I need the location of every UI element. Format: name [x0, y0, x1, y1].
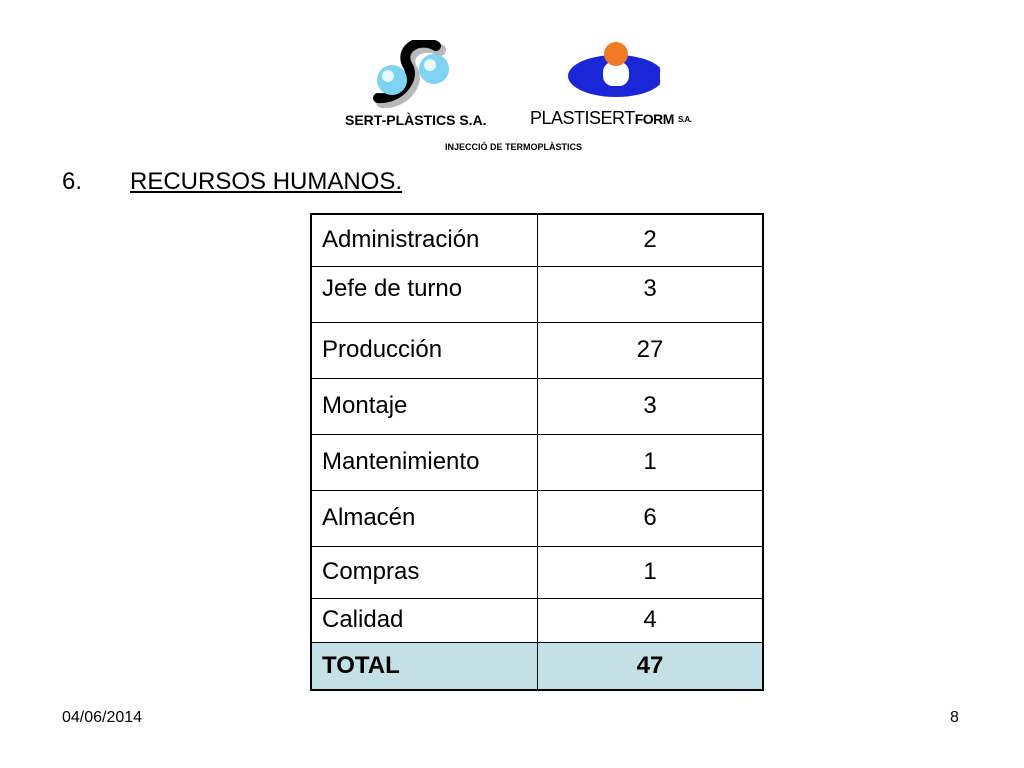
- staff-table: [310, 213, 764, 691]
- row-label: Compras: [311, 546, 538, 598]
- table-row: [311, 598, 763, 642]
- row-value: 3: [538, 266, 764, 322]
- total-row: [311, 642, 763, 690]
- section-number: 6.: [62, 168, 83, 195]
- table-row: [311, 434, 763, 490]
- row-label: Jefe de turno: [311, 266, 538, 322]
- table-row: [311, 546, 763, 598]
- total-value: 47: [538, 642, 764, 690]
- table-row: [311, 322, 763, 378]
- row-label: Montaje: [311, 378, 538, 434]
- total-label: TOTAL: [311, 642, 538, 690]
- company-name-plastisertform: [530, 108, 692, 129]
- section-heading: [62, 168, 402, 196]
- row-value: 27: [538, 322, 764, 378]
- row-label: Administración: [311, 214, 538, 266]
- row-value: 2: [538, 214, 764, 266]
- row-value: 3: [538, 378, 764, 434]
- header-logos: [320, 28, 720, 158]
- row-value: 1: [538, 546, 764, 598]
- row-label: Almacén: [311, 490, 538, 546]
- table-row: [311, 266, 763, 322]
- row-value: 6: [538, 490, 764, 546]
- table-row: [311, 490, 763, 546]
- company-name-sa: S.A.: [677, 114, 692, 124]
- row-value: 1: [538, 434, 764, 490]
- table-row: [311, 378, 763, 434]
- footer-date: 04/06/2014: [62, 709, 143, 726]
- company-name-sert: SERT-PLÀSTICS S.A.: [345, 112, 487, 128]
- row-label: Producción: [311, 322, 538, 378]
- page-number: 8: [950, 709, 959, 726]
- plastisertform-logo: [560, 40, 660, 104]
- row-label: Mantenimiento: [311, 434, 538, 490]
- row-value: 4: [538, 598, 764, 642]
- company-subtitle: INJECCIÓ DE TERMOPLÀSTICS: [445, 142, 583, 152]
- company-name-form: FORM: [634, 111, 674, 127]
- table-row: [311, 214, 763, 266]
- sert-plastics-logo: [362, 40, 472, 120]
- row-label: Calidad: [311, 598, 538, 642]
- section-title: RECURSOS HUMANOS.: [130, 168, 403, 195]
- company-name-main: PLASTISERT: [530, 108, 635, 128]
